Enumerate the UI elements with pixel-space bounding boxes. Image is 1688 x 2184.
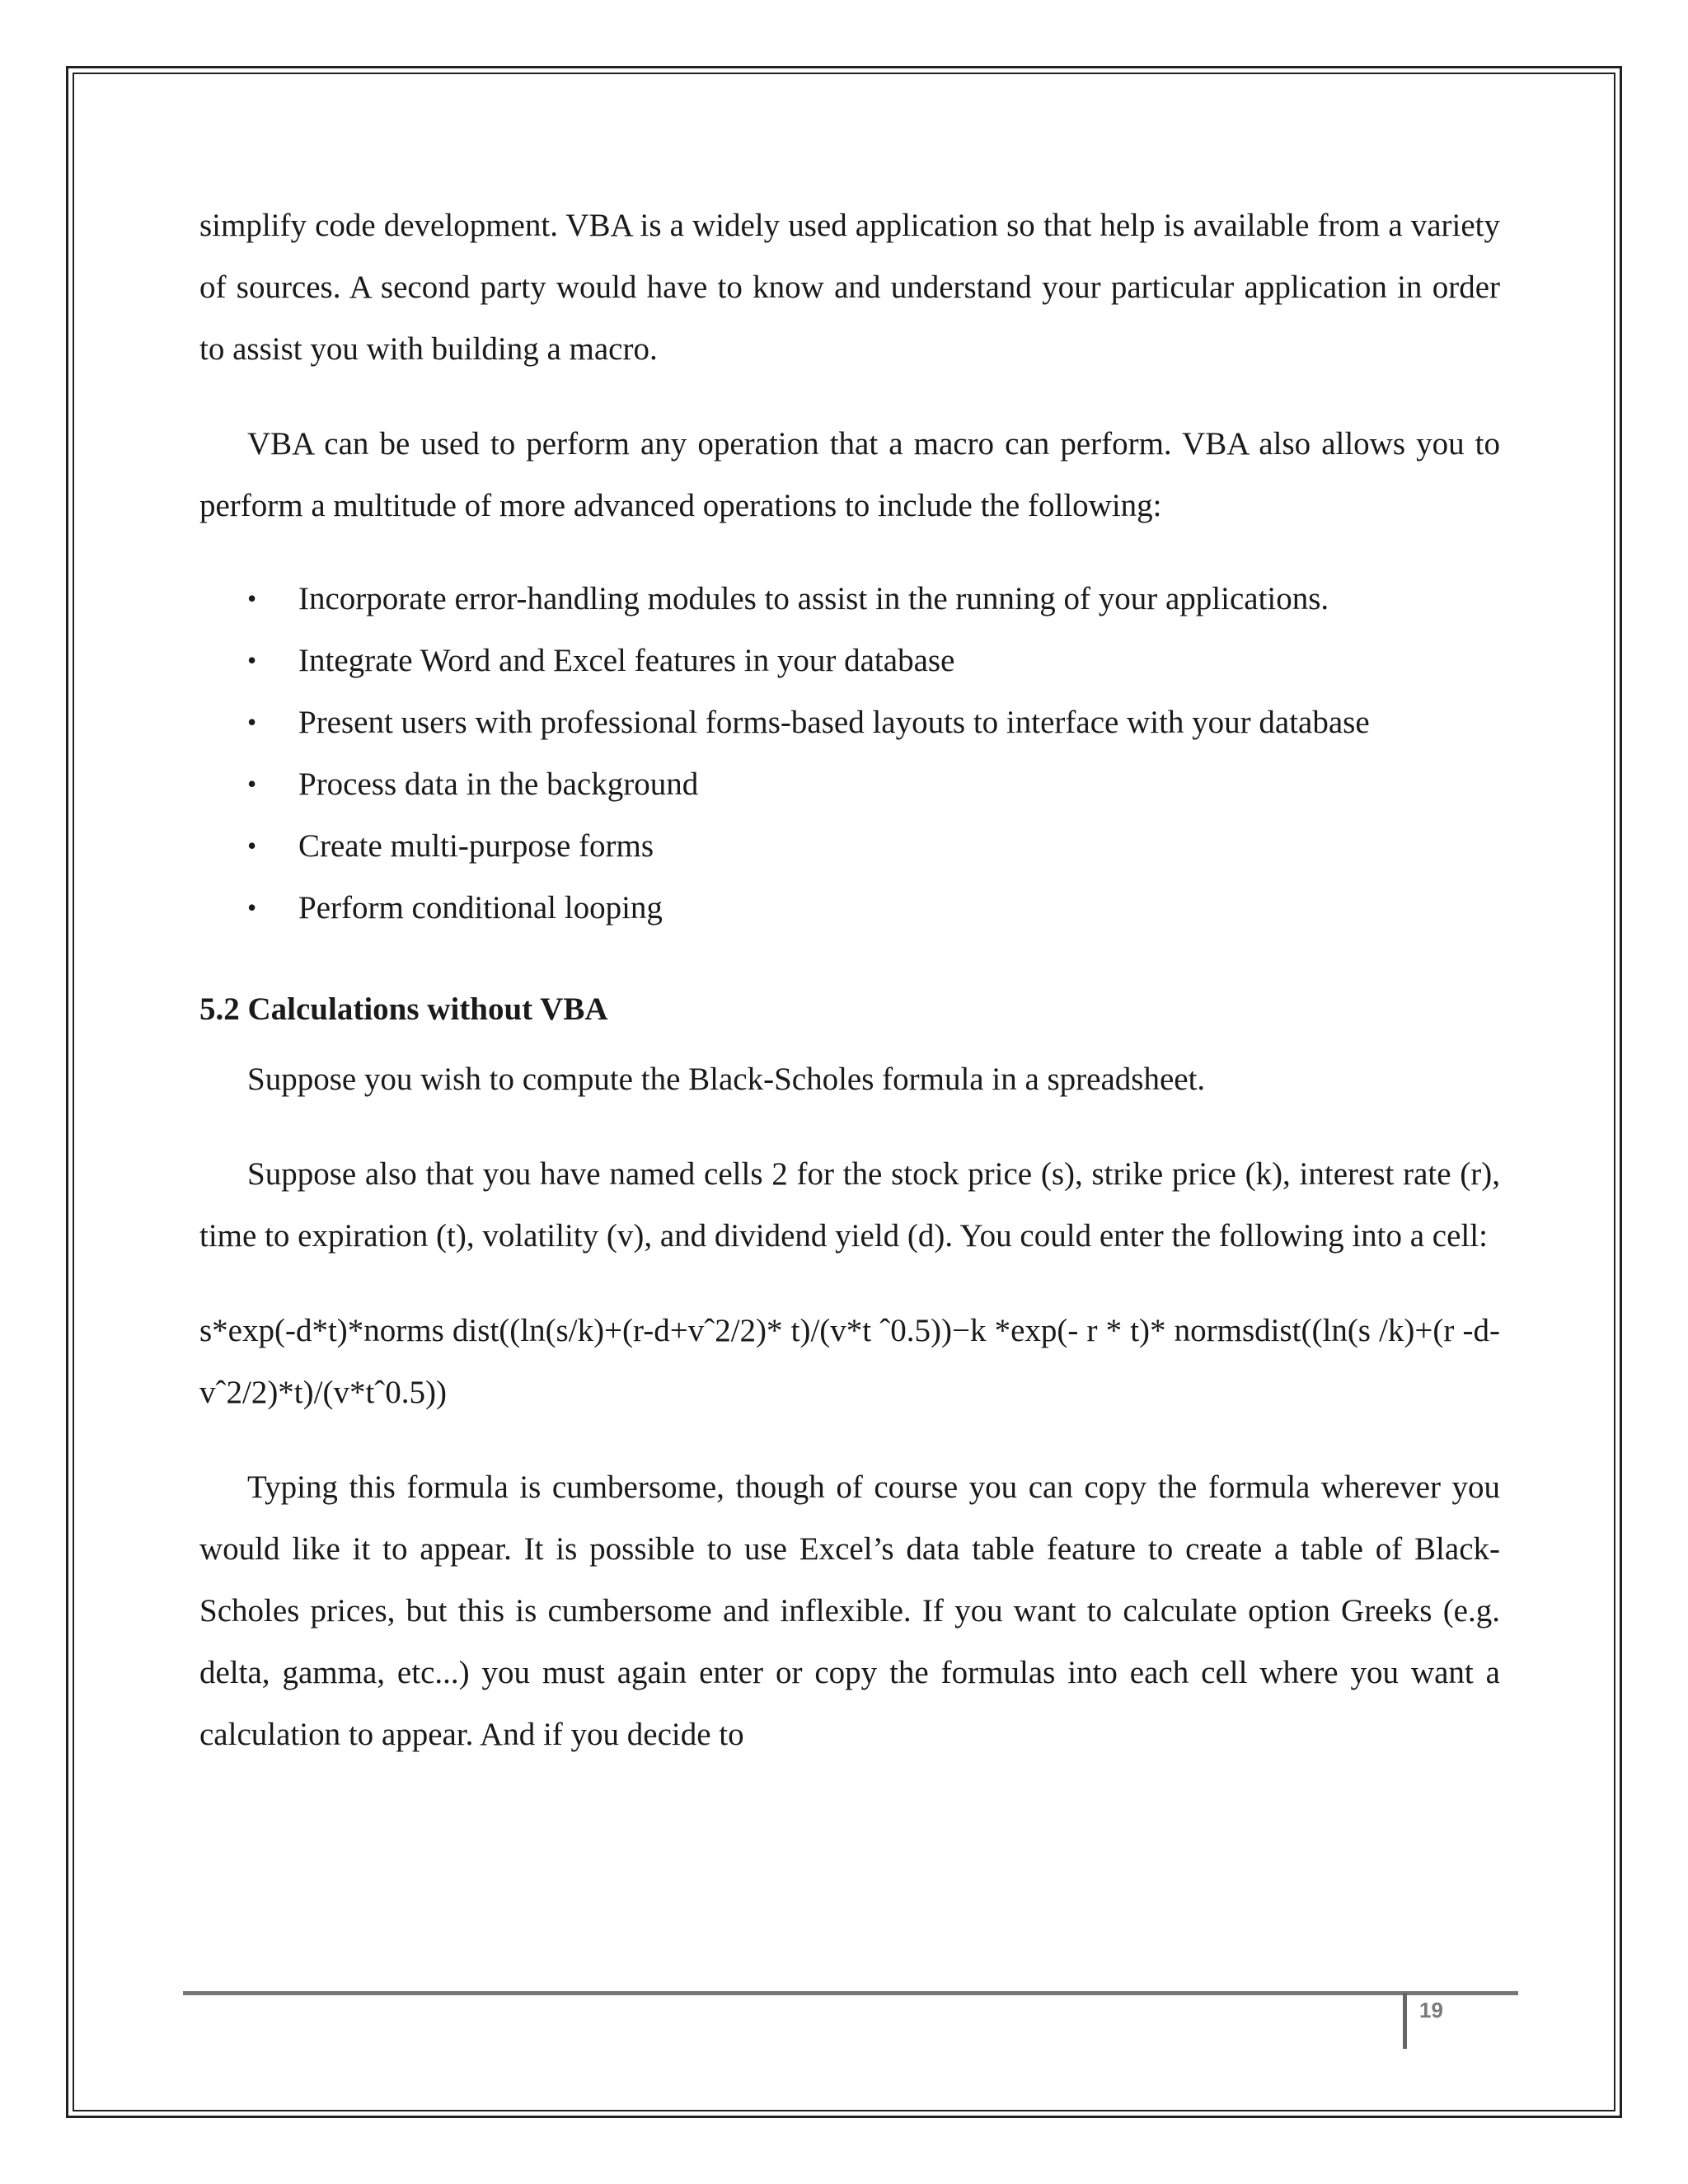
bullet-icon: • bbox=[247, 645, 257, 675]
list-item: • Integrate Word and Excel features in your database bbox=[199, 630, 1500, 691]
list-item: • Present users with professional forms-based layouts to interface with your database bbox=[199, 691, 1500, 753]
paragraph-typing-formula: Typing this formula is cumbersome, though of course you can copy the formula wherever you would like it to appear. It is possible to use Excel’s data table feature to create a table of Black-Scholes prices, but this is cumbersome and inflexible. If you want to calculate option Greeks (e.g. delta, gamma, etc...) you must again enter or copy the formulas into each cell where you want a calculation to appear. And if you decide to bbox=[199, 1469, 1500, 1752]
page-number: 19 bbox=[1419, 1998, 1443, 2022]
list-item: • Incorporate error-handling modules to assist in the running of your applications. bbox=[199, 568, 1500, 630]
paragraph-vba-operations: VBA can be used to perform any operation that a macro can perform. VBA also allows you to perform a multitude of more advanced operations to include the following: bbox=[199, 426, 1500, 523]
paragraph-vba-intro-continued: simplify code development. VBA is a widely used application so that help is available from a variety of sources. A second party would have to know and understand your particular application in order to assist you with building a macro. bbox=[199, 208, 1500, 367]
footer-rule bbox=[183, 1991, 1518, 1995]
paragraph-named-cells: Suppose also that you have named cells 2 for the stock price (s), strike price (k), interest rate (r), time to expiration (t), volatility (v), and dividend yield (d). You could enter the following into a cell: bbox=[199, 1156, 1500, 1254]
bullet-icon: • bbox=[247, 769, 257, 799]
bullet-icon: • bbox=[247, 893, 257, 922]
bullet-icon: • bbox=[247, 831, 257, 860]
list-item: • Perform conditional looping bbox=[199, 877, 1500, 939]
formula-black-scholes: s*exp(-d*t)*norms dist((ln(s/k)+(r-d+vˆ2/2)* t)/(v*t ˆ0.5))−k *exp(- r * t)* normsdist((ln(s /k)+(r -d-vˆ2/2)*t)/(v*tˆ0.5)) bbox=[199, 1313, 1500, 1410]
bullet-icon: • bbox=[247, 707, 257, 737]
list-item: • Process data in the background bbox=[199, 753, 1500, 815]
paragraph-black-scholes-intro: Suppose you wish to compute the Black-Scholes formula in a spreadsheet. bbox=[247, 1062, 1206, 1097]
section-heading: 5.2 Calculations without VBA bbox=[199, 991, 608, 1027]
page-body bbox=[199, 194, 1500, 1765]
list-item: • Create multi-purpose forms bbox=[199, 815, 1500, 877]
bullet-list-advanced-operations bbox=[199, 568, 1500, 939]
bullet-icon: • bbox=[247, 583, 257, 613]
footer-divider bbox=[1403, 1993, 1407, 2049]
